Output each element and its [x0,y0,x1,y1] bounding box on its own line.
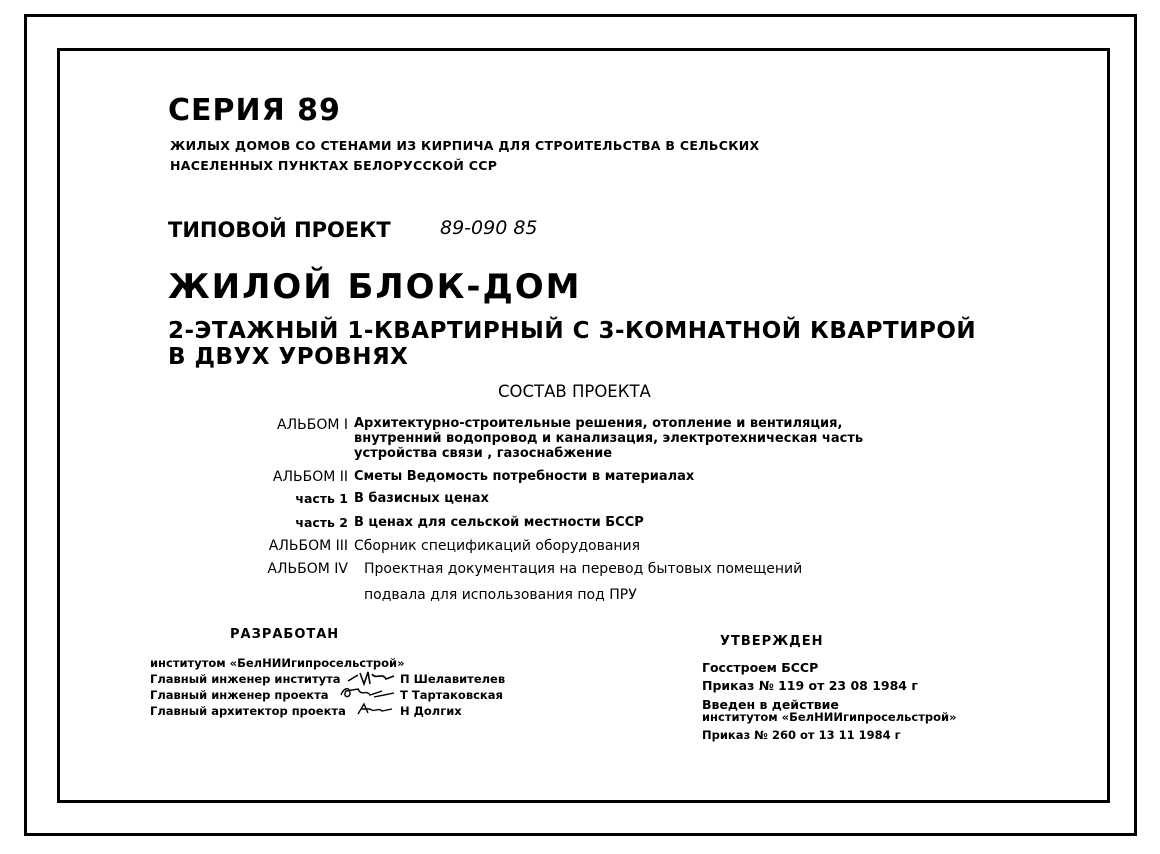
signature-chief-engineer-project [338,685,398,701]
chief-engineer-project-name: Т Тартаковская [400,688,503,702]
album-4-line-2: подвала для использования под ПРУ [364,587,637,603]
series-description-line-1: ЖИЛЫХ ДОМОВ СО СТЕНАМИ ИЗ КИРПИЧА ДЛЯ СТРОИТЕЛЬСТВА В СЕЛЬСКИХ [170,138,760,153]
album-3-line-1: Сборник спецификаций оборудования [354,538,641,554]
approved-heading: УТВЕРЖДЕН [720,634,824,649]
series-title: СЕРИЯ 89 [168,93,341,128]
subtitle-line-1: 2-ЭТАЖНЫЙ 1-КВАРТИРНЫЙ С 3-КОМНАТНОЙ КВАРТИРОЙ [168,318,977,344]
approved-order-2: Приказ № 260 от 13 11 1984 г [702,728,901,742]
album-1-line-3: устройства связи , газоснабжение [354,446,613,461]
album-4-label: АЛЬБОМ IV [267,561,348,577]
chief-architect-name: Н Долгих [400,704,462,718]
album-3-label: АЛЬБОМ III [268,538,348,554]
chief-architect-role: Главный архитектор проекта [150,704,346,718]
introduced-label: Введен в действие [702,697,839,712]
album-2-part-2-label: часть 2 [295,515,348,530]
subtitle-line-2: В ДВУХ УРОВНЯХ [168,344,409,370]
album-2-label: АЛЬБОМ II [272,469,348,485]
series-description-line-2: НАСЕЛЕННЫХ ПУНКТАХ БЕЛОРУССКОЙ ССР [170,158,498,173]
chief-engineer-institute-role: Главный инженер института [150,672,341,686]
album-2-line-1: Сметы Ведомость потребности в материалах [354,469,695,484]
main-title: ЖИЛОЙ БЛОК-ДОМ [168,267,582,307]
album-2-part-1-text: В базисных ценах [354,491,489,506]
album-1-line-1: Архитектурно-строительные решения, отопление и вентиляция, [354,416,843,431]
album-4-line-1: Проектная документация на перевод бытовых помещений [364,561,803,577]
signature-chief-engineer-institute [346,670,398,686]
chief-engineer-institute-name: П Шелавителев [400,672,506,686]
signature-chief-architect [356,701,396,717]
album-1-line-2: внутренний водопровод и канализация, электротехническая часть [354,431,864,446]
composition-heading: СОСТАВ ПРОЕКТА [498,382,651,401]
introduced-by: институтом «БелНИИгипросельстрой» [702,710,957,724]
album-2-part-1-label: часть 1 [295,491,348,506]
approved-order-1: Приказ № 119 от 23 08 1984 г [702,678,918,693]
typical-project-number: 89-090 85 [440,217,538,239]
developed-heading: РАЗРАБОТАН [230,627,340,642]
developed-institute: институтом «БелНИИгипросельстрой» [150,656,405,670]
typical-project-label: ТИПОВОЙ ПРОЕКТ [168,218,391,242]
album-1-label: АЛЬБОМ I [277,417,348,433]
album-2-part-2-text: В ценах для сельской местности БССР [354,515,644,530]
approved-by: Госстроем БССР [702,660,819,675]
chief-engineer-project-role: Главный инженер проекта [150,688,329,702]
